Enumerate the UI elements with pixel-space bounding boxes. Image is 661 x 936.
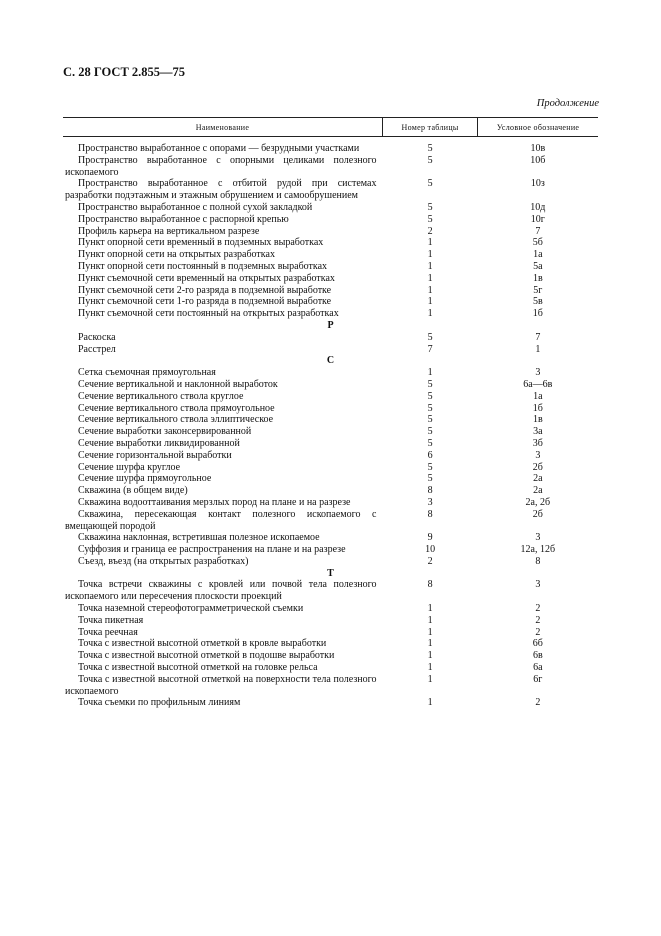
section-letter: Т <box>327 567 334 579</box>
table-row <box>63 650 598 662</box>
row-table-number: 5 <box>427 213 433 225</box>
row-symbol: 3 <box>535 579 541 591</box>
row-name-text: Сечение выработки ликвидированной <box>78 437 240 449</box>
row-name-text: Суффозия и граница ее распространения на плане и на разрезе <box>78 544 346 556</box>
table-row <box>63 556 598 568</box>
row-symbol: 5в <box>532 296 543 308</box>
table-row <box>63 261 598 273</box>
table-row <box>63 497 598 509</box>
page-header: С. 28 ГОСТ 2.855—75 <box>63 65 186 79</box>
row-table-number: 5 <box>427 390 433 402</box>
row-table-number: 1 <box>427 249 433 261</box>
row-name-text: Пункт съемочной сети 2-го разряда в подземной выработке <box>78 284 332 296</box>
row-name-text: Пункт опорной сети на открытых разработках <box>78 249 275 261</box>
row-symbol: 1б <box>532 402 543 414</box>
table-row <box>63 579 598 603</box>
table-row <box>63 473 598 485</box>
row-table-number: 1 <box>427 272 433 284</box>
row-name <box>63 202 382 214</box>
row-symbol: 2 <box>535 603 541 615</box>
row-symbol: 2а, 2б <box>525 496 551 508</box>
row-symbol: 1в <box>532 414 543 426</box>
table-row <box>63 603 598 615</box>
table-row <box>63 426 598 438</box>
row-table-number: 1 <box>427 614 433 626</box>
row-symbol: 3б <box>532 437 543 449</box>
row-name-text: Съезд, въезд (на открытых разработках) <box>78 555 249 567</box>
row-name <box>63 497 382 509</box>
row-name-text: Сечение вертикального ствола круглое <box>78 390 244 402</box>
row-symbol: 10б <box>530 154 546 166</box>
row-name-text: Скважина, пересекающая контакт полезного ископаемого с вмещающей породой <box>65 508 377 532</box>
row-name <box>63 155 382 179</box>
column-header-symbol: Условное обозначение <box>478 118 598 137</box>
row-name-text: Профиль карьера на вертикальном разрезе <box>78 225 260 237</box>
row-table-number: 5 <box>427 414 433 426</box>
column-header-table-number: Номер таблицы <box>382 118 477 137</box>
row-symbol: 2а <box>533 473 543 485</box>
row-symbol: 6г <box>533 673 543 685</box>
row-symbol: 12а, 12б <box>520 544 556 556</box>
row-symbol: 6а—6в <box>523 378 553 390</box>
section-letter-row <box>63 568 598 580</box>
row-name-text: Пространство выработанное с распорной крепью <box>78 213 289 225</box>
section-letter: С <box>326 355 335 367</box>
table-row <box>63 367 598 379</box>
row-name <box>63 450 382 462</box>
row-name <box>63 462 382 474</box>
table-row <box>63 403 598 415</box>
row-table-number: 1 <box>427 603 433 615</box>
table-row <box>63 638 598 650</box>
row-name-text: Сечение вертикальной и наклонной выработок <box>78 378 278 390</box>
row-name <box>63 285 382 297</box>
row-name <box>63 273 382 285</box>
row-name-text: Пункт съемочной сети 1-го разряда в подземной выработке <box>78 296 332 308</box>
table-row <box>63 485 598 497</box>
row-table-number: 1 <box>427 260 433 272</box>
row-name-text: Точка с известной высотной отметкой на головке рельса <box>78 662 318 674</box>
row-symbol: 2б <box>532 461 543 473</box>
row-name-text: Раскоска <box>78 331 116 343</box>
row-symbol: 10в <box>530 143 546 154</box>
row-name-text: Пункт съемочной сети временный на открытых разработках <box>78 272 335 284</box>
row-symbol: 10г <box>530 213 545 225</box>
section-letter: Р <box>327 319 334 331</box>
row-name-text: Точка съемки по профильным линиям <box>78 697 241 709</box>
row-table-number: 1 <box>427 296 433 308</box>
row-name <box>63 473 382 485</box>
table-row <box>63 296 598 308</box>
row-table-number: 5 <box>427 426 433 438</box>
table-row <box>63 178 598 202</box>
row-name <box>63 249 382 261</box>
row-name <box>63 379 382 391</box>
row-name <box>63 509 382 533</box>
row-table-number: 1 <box>427 284 433 296</box>
row-name <box>63 556 382 568</box>
row-name-text: Сечение шурфа прямоугольное <box>78 473 212 485</box>
row-name-text: Скважина водооттаивания мерзлых пород на плане и на разрезе <box>78 496 351 508</box>
row-name <box>63 367 382 379</box>
row-name <box>63 426 382 438</box>
table-row <box>63 627 598 639</box>
row-name <box>63 214 382 226</box>
row-name <box>63 308 382 320</box>
row-table-number: 1 <box>427 662 433 674</box>
row-name-text: Пространство выработанное с отбитой рудой при системах разработки подэтажным и этажным обрушением и самообрушением <box>65 178 377 202</box>
row-symbol: 10д <box>530 201 546 213</box>
row-name-text: Сечение выработки законсервированной <box>78 426 252 438</box>
row-table-number: 5 <box>427 178 433 190</box>
table-row <box>63 249 598 261</box>
row-name <box>63 332 382 344</box>
table-row <box>63 662 598 674</box>
row-name-text: Пространство выработанное с опорными целиками полезного ископаемого <box>65 154 377 178</box>
table-row <box>63 391 598 403</box>
row-name <box>63 391 382 403</box>
table-row <box>63 344 598 356</box>
row-table-number: 5 <box>427 473 433 485</box>
row-table-number: 5 <box>427 154 433 166</box>
row-table-number: 5 <box>427 331 433 343</box>
row-symbol: 1в <box>532 272 543 284</box>
row-name-text: Точка с известной высотной отметкой на поверхности тела полезного ископаемого <box>65 673 377 697</box>
row-name-text: Точка реечная <box>78 626 138 638</box>
table-row <box>63 544 598 556</box>
row-symbol: 3а <box>533 426 543 438</box>
row-table-number: 5 <box>427 461 433 473</box>
row-table-number: 5 <box>427 402 433 414</box>
row-table-number: 5 <box>427 378 433 390</box>
row-name <box>63 178 382 202</box>
table-row <box>63 532 598 544</box>
column-header-name: Наименование <box>63 118 382 137</box>
row-symbol: 3 <box>535 449 541 461</box>
row-name <box>63 237 382 249</box>
row-name-text: Точка встречи скважины с кровлей или почвой тела полезного ископаемого или пересечения плоскости проекций <box>65 579 377 603</box>
row-symbol: 2б <box>532 508 543 520</box>
table-row <box>63 615 598 627</box>
row-name-text: Сечение вертикального ствола эллиптическое <box>78 414 274 426</box>
row-name-text: Пункт съемочной сети постоянный на открытых разработках <box>78 308 339 320</box>
table-row <box>63 379 598 391</box>
table-row <box>63 332 598 344</box>
row-symbol: 1а <box>533 390 543 402</box>
row-table-number: 3 <box>427 496 433 508</box>
row-name <box>63 697 382 709</box>
table-row <box>63 273 598 285</box>
symbols-table <box>63 117 598 709</box>
continuation-label: Продолжение <box>536 98 599 109</box>
row-name <box>63 438 382 450</box>
row-symbol: 10з <box>530 178 545 190</box>
row-symbol: 6а <box>533 662 543 674</box>
row-name-text: Точка пикетная <box>78 614 144 626</box>
row-name <box>63 344 382 356</box>
row-name <box>63 403 382 415</box>
row-name <box>63 414 382 426</box>
row-name <box>63 615 382 627</box>
row-name-text: Точка с известной высотной отметкой в подошве выработки <box>78 650 335 662</box>
row-table-number: 1 <box>427 308 433 320</box>
row-symbol: 5б <box>532 237 543 249</box>
row-name <box>63 143 382 155</box>
table-row <box>63 202 598 214</box>
table-row <box>63 509 598 533</box>
row-table-number: 5 <box>427 201 433 213</box>
row-symbol: 3 <box>535 532 541 544</box>
row-table-number: 2 <box>427 555 433 567</box>
table-row <box>63 438 598 450</box>
row-name <box>63 627 382 639</box>
row-table-number: 7 <box>427 343 433 355</box>
row-name-text: Пространство выработанное с опорами — безрудными участками <box>78 143 360 154</box>
table-row <box>63 214 598 226</box>
row-name-text: Пространство выработанное с полной сухой закладкой <box>78 201 313 213</box>
row-name-text: Расстрел <box>78 343 116 355</box>
table-row <box>63 143 598 155</box>
table-header-row <box>63 118 598 137</box>
row-name <box>63 638 382 650</box>
table-row <box>63 414 598 426</box>
row-name-text: Пункт опорной сети постоянный в подземных выработках <box>78 260 328 272</box>
table-row <box>63 697 598 709</box>
row-table-number: 1 <box>427 626 433 638</box>
row-table-number: 1 <box>427 697 433 709</box>
row-name <box>63 226 382 238</box>
row-name <box>63 674 382 698</box>
row-symbol: 1а <box>533 249 543 261</box>
row-name <box>63 603 382 615</box>
row-name-text: Сечение вертикального ствола прямоугольное <box>78 402 275 414</box>
row-table-number: 5 <box>427 143 433 154</box>
row-table-number: 1 <box>427 638 433 650</box>
row-table-number: 1 <box>427 367 433 379</box>
row-table-number: 5 <box>427 437 433 449</box>
row-symbol: 1 <box>535 343 541 355</box>
row-symbol: 3 <box>535 367 541 379</box>
row-table-number: 8 <box>427 485 433 497</box>
row-table-number: 8 <box>427 508 433 520</box>
row-name-text: Сечение шурфа круглое <box>78 461 181 473</box>
row-name-text: Точка наземной стереофотограмметрической съемки <box>78 603 304 615</box>
row-table-number: 8 <box>427 579 433 591</box>
row-table-number: 2 <box>427 225 433 237</box>
table-row <box>63 226 598 238</box>
row-symbol: 6в <box>532 650 543 662</box>
row-symbol: 2а <box>533 485 543 497</box>
row-name-text: Точка с известной высотной отметкой в кровле выработки <box>78 638 327 650</box>
row-symbol: 2 <box>535 626 541 638</box>
row-name <box>63 662 382 674</box>
table-row <box>63 308 598 320</box>
row-symbol: 6б <box>532 638 543 650</box>
row-symbol: 2 <box>535 614 541 626</box>
row-table-number: 1 <box>427 673 433 685</box>
row-name <box>63 532 382 544</box>
section-letter-row <box>63 320 598 332</box>
row-name <box>63 544 382 556</box>
row-symbol: 7 <box>535 331 541 343</box>
row-symbol: 2 <box>535 697 541 709</box>
table-row <box>63 237 598 249</box>
row-table-number: 1 <box>427 650 433 662</box>
table-row <box>63 155 598 179</box>
table-row <box>63 450 598 462</box>
row-name-text: Скважина (в общем виде) <box>78 485 188 497</box>
row-name <box>63 579 382 603</box>
row-name-text: Сечение горизонтальной выработки <box>78 449 232 461</box>
table-body <box>63 137 598 710</box>
table-row <box>63 674 598 698</box>
row-table-number: 1 <box>427 237 433 249</box>
row-name <box>63 485 382 497</box>
row-name-text: Сетка съемочная прямоугольная <box>78 367 216 379</box>
row-symbol: 8 <box>535 555 541 567</box>
row-table-number: 10 <box>425 544 436 556</box>
row-symbol: 5а <box>533 260 543 272</box>
row-table-number: 9 <box>427 532 433 544</box>
table-row <box>63 285 598 297</box>
row-name-text: Скважина наклонная, встретившая полезное ископаемое <box>78 532 320 544</box>
table-row <box>63 462 598 474</box>
row-name-text: Пункт опорной сети временный в подземных выработках <box>78 237 324 249</box>
row-name <box>63 296 382 308</box>
row-symbol: 7 <box>535 225 541 237</box>
section-letter-row <box>63 355 598 367</box>
row-name <box>63 650 382 662</box>
row-symbol: 1б <box>532 308 543 320</box>
row-name <box>63 261 382 273</box>
row-table-number: 6 <box>427 449 433 461</box>
row-symbol: 5г <box>533 284 543 296</box>
